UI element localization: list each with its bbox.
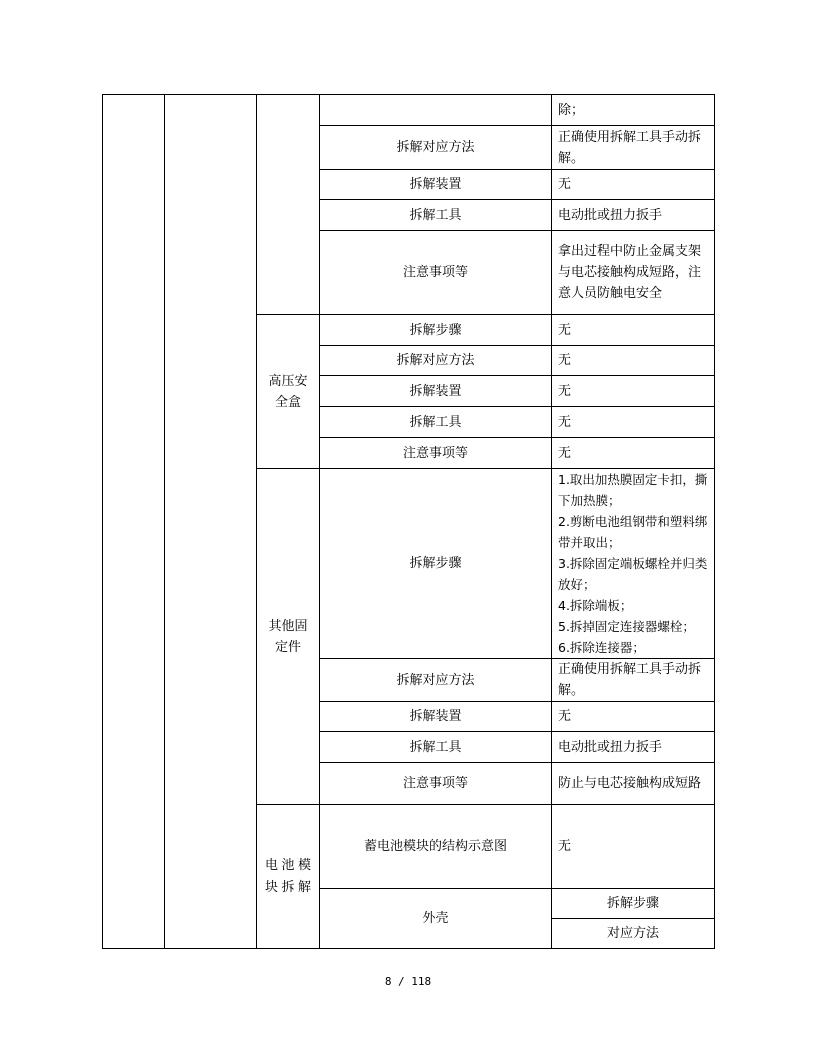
component-hv-box: 高压安全盒 <box>257 315 320 469</box>
label-cell: 拆解装置 <box>320 170 552 200</box>
value-cell: 无 <box>552 315 715 346</box>
value-cell: 无 <box>552 438 715 469</box>
value-cell: 无 <box>552 170 715 200</box>
label-cell: 拆解装置 <box>320 376 552 407</box>
label-cell: 注意事项等 <box>320 763 552 805</box>
value-cell: 无 <box>552 376 715 407</box>
label-cell: 拆解对应方法 <box>320 346 552 376</box>
value-cell: 无 <box>552 346 715 376</box>
component-other-fixings: 其他固定件 <box>257 469 320 805</box>
section-cell-continued <box>165 95 257 949</box>
value-cell: 无 <box>552 702 715 732</box>
label-cell: 对应方法 <box>552 919 715 949</box>
component-shell: 外壳 <box>320 889 552 949</box>
page-number: 8 / 118 <box>384 975 432 988</box>
value-cell: 拿出过程中防止金属支架与电芯接触构成短路，注意人员防触电安全 <box>552 231 715 315</box>
step-item: 3.拆除固定端板螺栓并归类放好； <box>558 556 708 592</box>
value-cell: 除； <box>552 95 715 126</box>
section-battery-module: 电池模块拆解 <box>257 805 320 949</box>
label-cell: 拆解对应方法 <box>320 659 552 702</box>
value-cell: 电动批或扭力扳手 <box>552 732 715 763</box>
label-cell: 注意事项等 <box>320 438 552 469</box>
value-cell: 电动批或扭力扳手 <box>552 200 715 231</box>
label-cell: 拆解步骤 <box>552 889 715 919</box>
value-cell: 正确使用拆解工具手动拆解。 <box>552 126 715 170</box>
label-cell: 拆解装置 <box>320 702 552 732</box>
step-item: 2.剪断电池组钢带和塑料绑带并取出； <box>558 514 708 550</box>
outer-category-cell <box>103 95 165 949</box>
label-cell-empty <box>320 95 552 126</box>
step-item: 4.拆除端板； <box>558 598 633 613</box>
value-cell: 无 <box>552 407 715 438</box>
step-item: 1.取出加热膜固定卡扣，撕下加热膜； <box>558 472 708 508</box>
label-cell: 拆解步骤 <box>320 315 552 346</box>
value-cell: 防止与电芯接触构成短路 <box>552 763 715 805</box>
step-item: 6.拆除连接器； <box>558 640 645 655</box>
label-cell: 拆解工具 <box>320 200 552 231</box>
label-cell: 拆解工具 <box>320 407 552 438</box>
component-cell-continued <box>257 95 320 315</box>
disassembly-table <box>102 94 715 949</box>
diagram-value-cell: 无 <box>552 805 715 889</box>
component-structure-diagram: 蓄电池模块的结构示意图 <box>320 805 552 889</box>
label-cell: 注意事项等 <box>320 231 552 315</box>
label-cell: 拆解对应方法 <box>320 126 552 170</box>
label-cell: 拆解工具 <box>320 732 552 763</box>
step-item: 5.拆掉固定连接器螺栓； <box>558 619 695 634</box>
label-cell: 拆解步骤 <box>320 469 552 659</box>
value-cell: 正确使用拆解工具手动拆解。 <box>552 659 715 702</box>
steps-list-cell <box>552 469 715 659</box>
